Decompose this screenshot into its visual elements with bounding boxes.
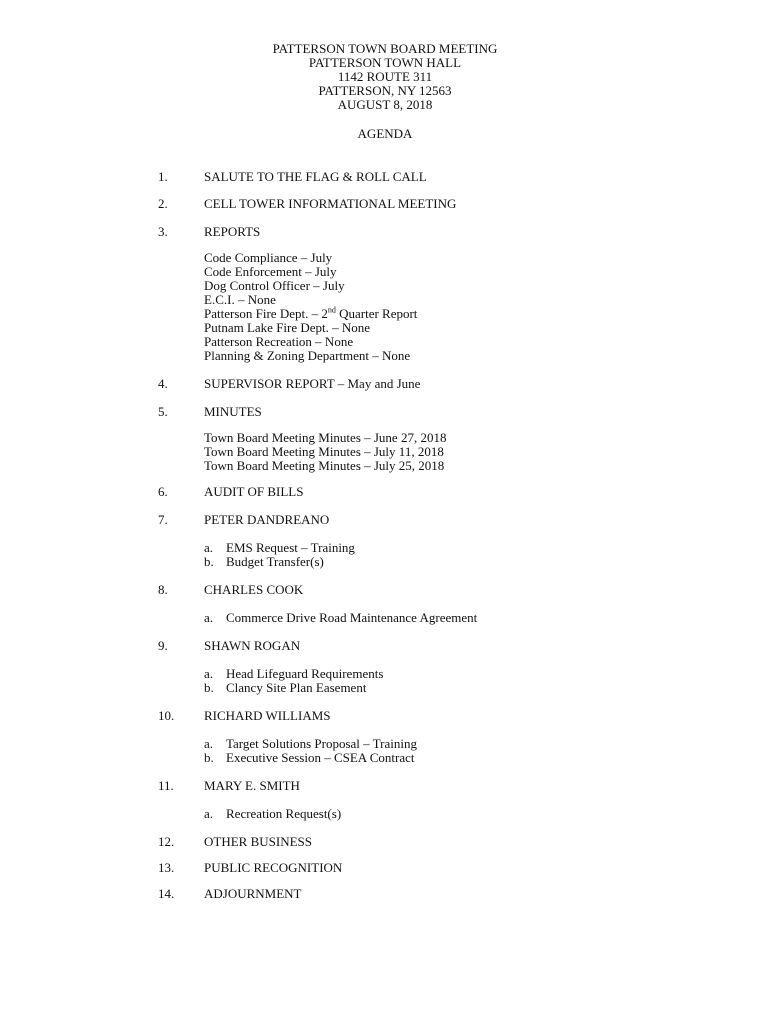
minutes-line: Town Board Meeting Minutes – July 11, 2018 — [204, 444, 444, 459]
report-line: Putnam Lake Fire Dept. – None — [204, 320, 371, 335]
williams-subitems — [204, 737, 604, 765]
smith-subitems — [204, 807, 604, 821]
report-line: Patterson Recreation – None — [204, 334, 354, 349]
sub-item — [204, 681, 604, 695]
report-line — [204, 307, 417, 321]
document-header — [0, 42, 770, 112]
sub-item-text: EMS Request – Training — [226, 540, 355, 555]
item-label: AUDIT OF BILLS — [204, 484, 304, 499]
item-number: 14. — [158, 886, 175, 901]
venue-street: 1142 ROUTE 311 — [337, 69, 433, 84]
dandreano-subitems — [204, 541, 604, 569]
sub-item-letter: a. — [204, 666, 214, 681]
sub-item-letter: b. — [204, 680, 214, 695]
item-label: SUPERVISOR REPORT – May and June — [204, 376, 421, 391]
report-line-text: Patterson Fire Dept. – 2 — [204, 306, 328, 321]
sub-item-letter: a. — [204, 806, 214, 821]
item-number: 5. — [158, 404, 168, 419]
item-label: ADJOURNMENT — [204, 886, 302, 901]
agenda-heading: AGENDA — [357, 126, 413, 141]
item-number: 4. — [158, 376, 168, 391]
item-label: PUBLIC RECOGNITION — [204, 860, 343, 875]
sub-item-text: Head Lifeguard Requirements — [226, 666, 384, 681]
sub-item-letter: b. — [204, 750, 214, 765]
venue-name: PATTERSON TOWN HALL — [308, 55, 462, 70]
meeting-title: PATTERSON TOWN BOARD MEETING — [272, 41, 498, 56]
sub-item-text: Budget Transfer(s) — [226, 554, 324, 569]
minutes-line: Town Board Meeting Minutes – June 27, 2018 — [204, 430, 447, 445]
sub-item-text: Clancy Site Plan Easement — [226, 680, 367, 695]
item-label: OTHER BUSINESS — [204, 834, 312, 849]
report-line: Code Compliance – July — [204, 250, 333, 265]
report-line-text: Quarter Report — [335, 306, 418, 321]
item-number: 7. — [158, 512, 168, 527]
ordinal-suffix: nd — [327, 305, 336, 315]
item-number: 3. — [158, 224, 168, 239]
sub-item — [204, 541, 604, 555]
item-number: 10. — [158, 708, 175, 723]
report-line: Planning & Zoning Department – None — [204, 348, 411, 363]
item-label: REPORTS — [204, 224, 261, 239]
report-line: E.C.I. – None — [204, 292, 276, 307]
item-number: 8. — [158, 582, 168, 597]
item-label: CELL TOWER INFORMATIONAL MEETING — [204, 196, 457, 211]
sub-item-text: Recreation Request(s) — [226, 806, 342, 821]
report-line: Code Enforcement – July — [204, 264, 337, 279]
item-number: 6. — [158, 484, 168, 499]
sub-item — [204, 751, 604, 765]
sub-item — [204, 555, 604, 569]
sub-item-letter: b. — [204, 554, 214, 569]
item-number: 12. — [158, 834, 175, 849]
item-label: SALUTE TO THE FLAG & ROLL CALL — [204, 169, 427, 184]
reports-list — [204, 251, 417, 363]
sub-item-letter: a. — [204, 610, 214, 625]
sub-item — [204, 667, 604, 681]
item-label: RICHARD WILLIAMS — [204, 708, 331, 723]
minutes-line: Town Board Meeting Minutes – July 25, 2018 — [204, 458, 445, 473]
sub-item-letter: a. — [204, 540, 214, 555]
item-number: 2. — [158, 196, 168, 211]
meeting-date: AUGUST 8, 2018 — [337, 97, 433, 112]
item-number: 9. — [158, 638, 168, 653]
item-label: PETER DANDREANO — [204, 512, 330, 527]
sub-item-letter: a. — [204, 736, 214, 751]
item-label: MINUTES — [204, 404, 262, 419]
cook-subitems — [204, 611, 604, 625]
sub-item-text: Executive Session – CSEA Contract — [226, 750, 415, 765]
sub-item — [204, 737, 604, 751]
item-number: 1. — [158, 169, 168, 184]
report-line: Dog Control Officer – July — [204, 278, 345, 293]
item-label: SHAWN ROGAN — [204, 638, 301, 653]
rogan-subitems — [204, 667, 604, 695]
item-number: 13. — [158, 860, 175, 875]
minutes-list — [204, 431, 446, 473]
sub-item-text: Commerce Drive Road Maintenance Agreement — [226, 610, 478, 625]
item-number: 11. — [158, 778, 174, 793]
sub-item — [204, 611, 604, 625]
sub-item — [204, 807, 604, 821]
item-label: MARY E. SMITH — [204, 778, 300, 793]
item-label: CHARLES COOK — [204, 582, 304, 597]
sub-item-text: Target Solutions Proposal – Training — [226, 736, 417, 751]
venue-city: PATTERSON, NY 12563 — [318, 83, 452, 98]
